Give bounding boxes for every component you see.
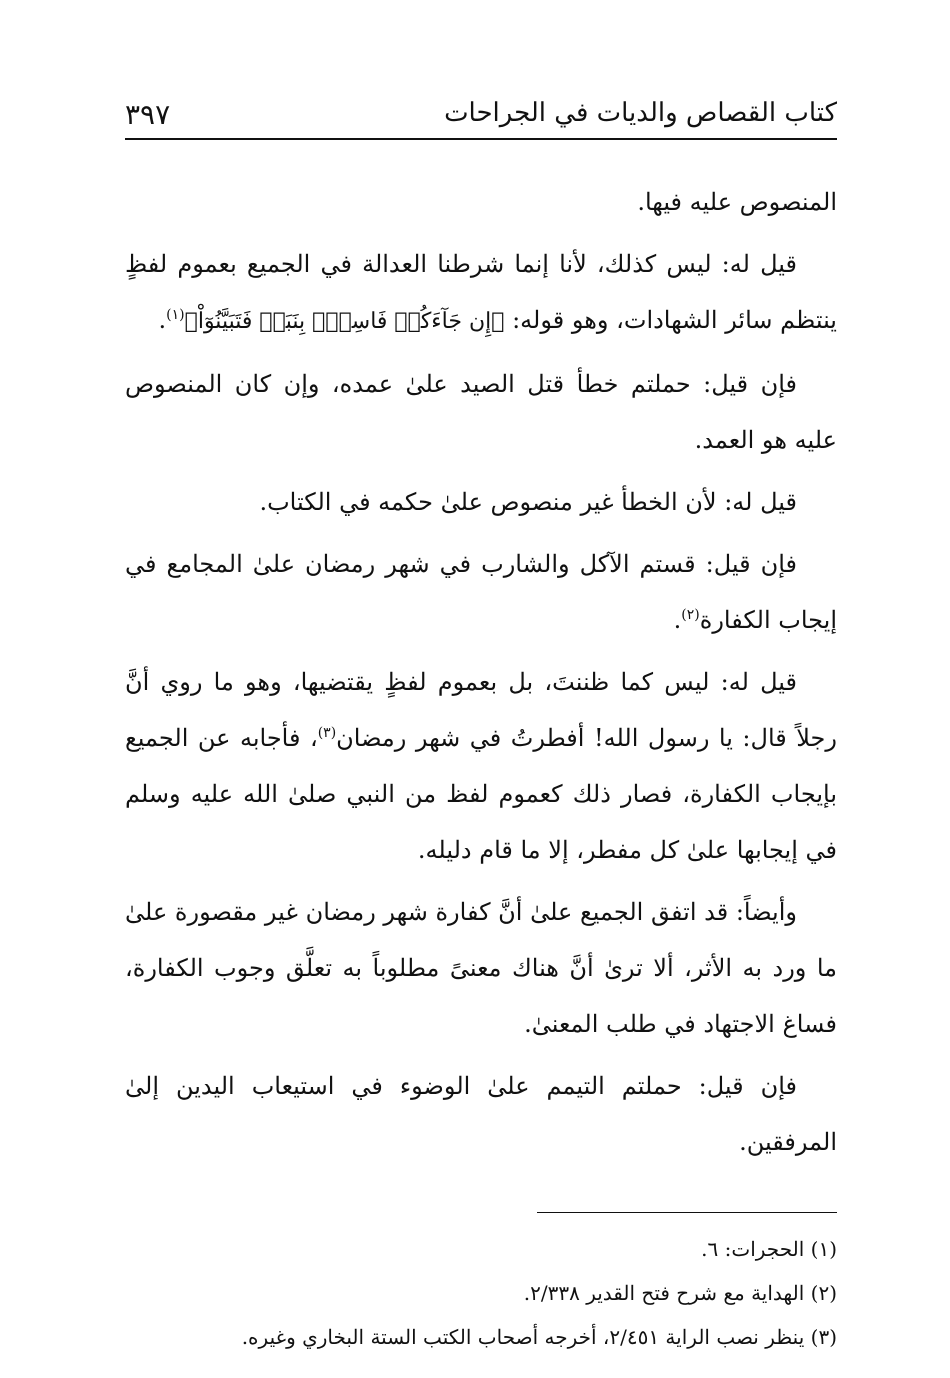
footnote-ref: (٢)	[681, 607, 700, 623]
footnotes	[125, 1227, 837, 1359]
book-page	[125, 90, 837, 1359]
paragraph: قيل له: لأن الخطأ غير منصوص علىٰ حكمه في الكتاب.	[259, 488, 797, 516]
running-title: كتاب القصاص والديات في الجراحات	[444, 98, 837, 128]
running-header	[125, 90, 837, 140]
paragraph: فإن قيل: حملتم التيمم علىٰ الوضوء في استيعاب اليدين إلىٰ المرفقين.	[125, 1072, 837, 1156]
footnote: (١) الحجرات: ٦.	[701, 1237, 837, 1261]
footnote-separator	[537, 1212, 837, 1213]
footnote: (٢) الهداية مع شرح فتح القدير ٢/٣٣٨.	[523, 1281, 837, 1305]
footnote: (٣) ينظر نصب الراية ٢/٤٥١، أخرجه أصحاب الكتب الستة البخاري وغيره.	[241, 1325, 837, 1349]
footnote-ref: (٣)	[317, 725, 337, 741]
paragraph: المنصوص عليه فيها.	[637, 188, 837, 216]
footnote-ref: (١)	[166, 307, 185, 323]
paragraph: قيل له: ليس كذلك، لأنا إنما شرطنا العدالة في الجميع بعموم لفظٍ ينتظم سائر الشهادات، وهو قوله: ﴿إِن جَآءَكُمۡ فَاسِقُۢ بِنَبَإٖ فَتَبَيَّنُوٓاْ﴾$^{(١)}$.	[125, 250, 837, 334]
paragraph: فإن قيل: قستم الآكل والشارب في شهر رمضان علىٰ المجامع في إيجاب الكفارة$^{(٢)}$.	[125, 550, 837, 634]
main-text	[125, 174, 837, 1170]
paragraph: قيل له: ليس كما ظننتَ، بل بعموم لفظٍ يقتضيها، وهو ما روي أنَّ رجلاً قال: يا رسول الله! أفطرتُ في شهر رمضان$^{(٣)}$، فأجابه عن الجميع بإيجاب الكفارة، فصار ذلك كعموم لفظ من النبي صلىٰ الله عليه وسلم في إيجابها علىٰ كل مفطر، إلا ما قام دليله.	[125, 668, 838, 864]
paragraph: فإن قيل: حملتم خطأ قتل الصيد علىٰ عمده، وإن كان المنصوص عليه هو العمد.	[125, 370, 837, 454]
page-number: ٣٩٧	[125, 98, 171, 131]
paragraph: وأيضاً: قد اتفق الجميع علىٰ أنَّ كفارة شهر رمضان غير مقصورة علىٰ ما ورد به الأثر، ألا ترىٰ أنَّ هناك معنىً مطلوباً به تعلَّق وجوب الكفارة، فساغ الاجتهاد في طلب المعنىٰ.	[125, 898, 837, 1038]
quran-verse: ﴿إِن جَآءَكُمۡ فَاسِقُۢ بِنَبَإٖ فَتَبَيَّنُوٓاْ﴾	[184, 309, 505, 334]
